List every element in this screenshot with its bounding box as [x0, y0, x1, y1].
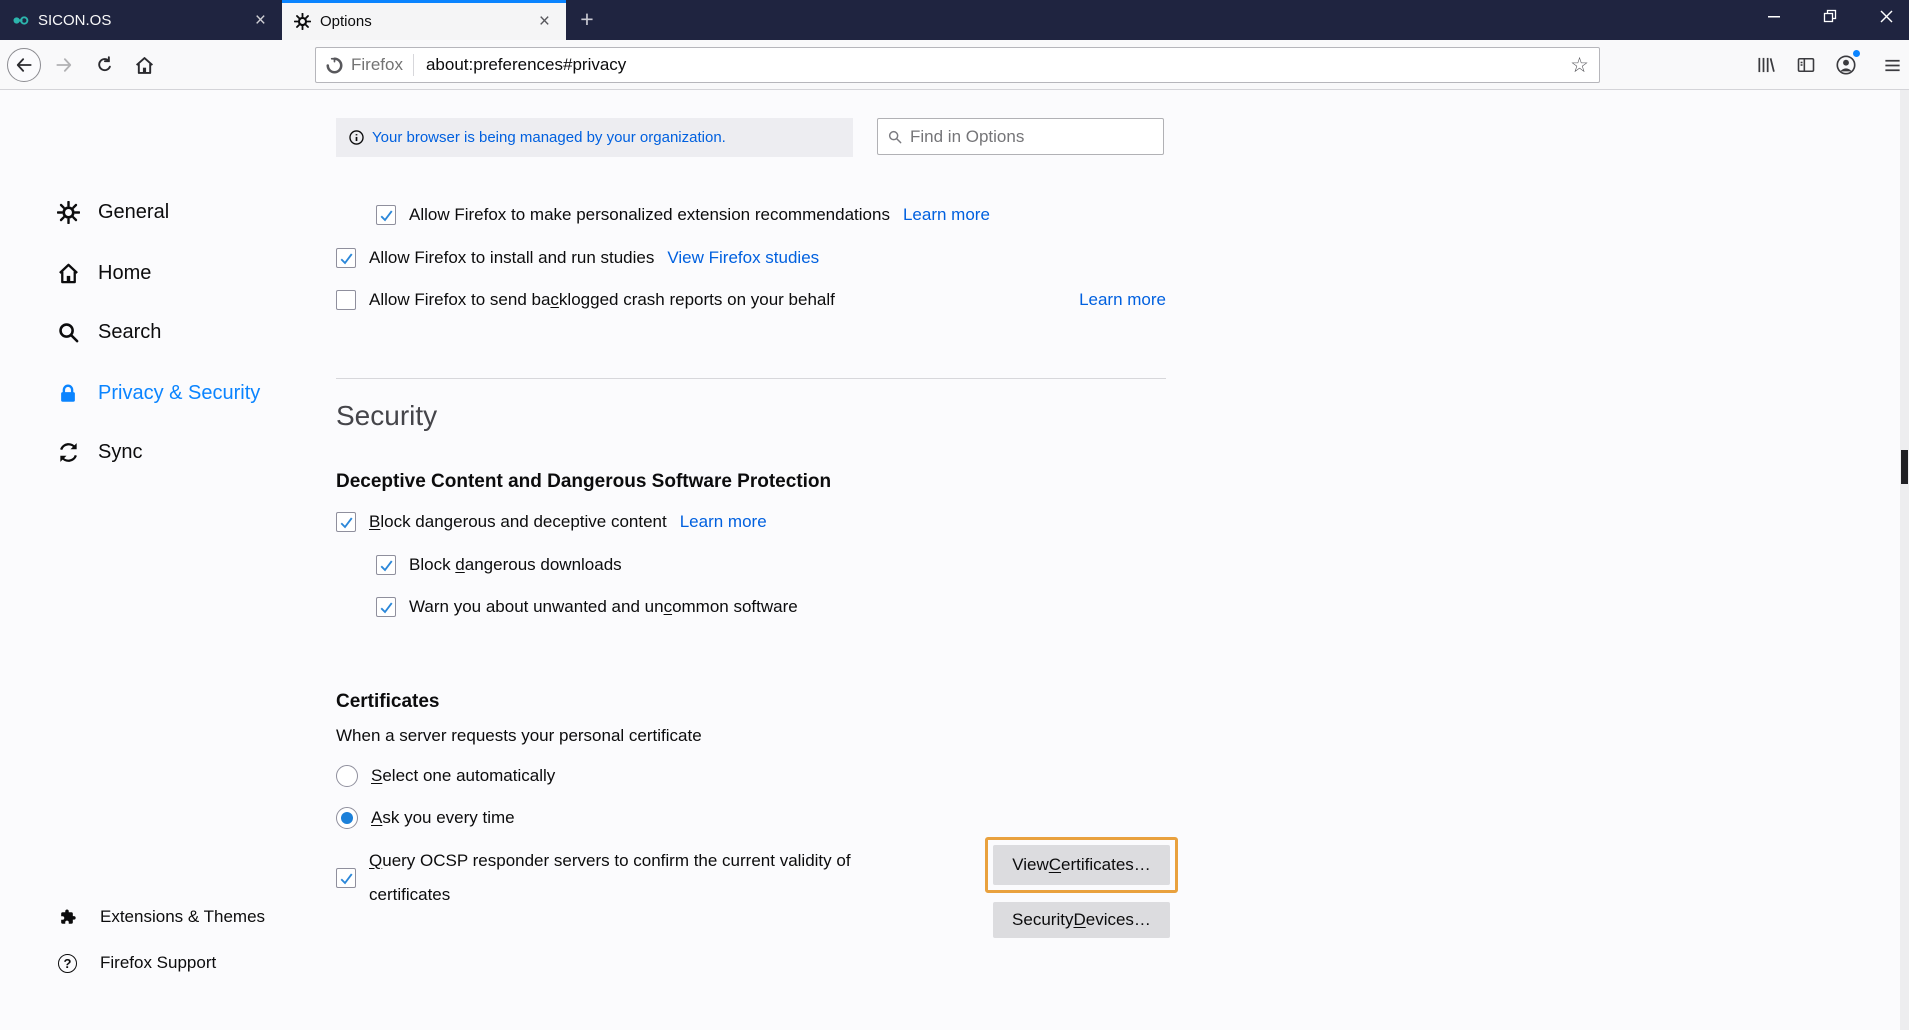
certificates-heading: Certificates [336, 691, 440, 712]
url-text[interactable]: about:preferences#privacy [425, 55, 627, 74]
forward-button[interactable] [47, 48, 81, 82]
view-certificates-button[interactable]: View C ertificates… [993, 845, 1170, 885]
sidebar-item-sync[interactable] [56, 438, 142, 466]
install-studies-checkbox[interactable] [336, 248, 356, 268]
sidebar-footer-label: Extensions & Themes [100, 907, 266, 926]
restore-button[interactable] [1807, 0, 1853, 32]
main-column [336, 90, 1196, 1030]
library-icon [1756, 55, 1776, 75]
sync-icon [56, 441, 80, 464]
search-icon [887, 129, 903, 145]
pref-label: Ask you every time [371, 808, 515, 827]
pref-row [376, 201, 990, 229]
pref-label: Query OCSP responder servers to confirm the current validity of certificates [369, 851, 851, 904]
pref-label: Block dangerous and deceptive content [369, 512, 667, 531]
titlebar [0, 0, 1909, 40]
link-icon [12, 14, 29, 27]
new-tab-button[interactable]: + [580, 6, 594, 32]
tab-options[interactable] [282, 0, 566, 40]
managed-notice-text[interactable]: Your browser is being managed by your organization. [372, 129, 726, 146]
scrollbar-thumb[interactable] [1901, 450, 1908, 484]
back-arrow-icon [14, 55, 34, 75]
block-dangerous-content-checkbox[interactable] [336, 512, 356, 532]
puzzle-icon [58, 907, 80, 927]
warn-uncommon-software-checkbox[interactable] [376, 597, 396, 617]
sidebar-footer-label: Firefox Support [100, 953, 217, 972]
pref-row [336, 844, 936, 912]
view-firefox-studies-link[interactable]: View Firefox studies [667, 248, 820, 267]
sidebar-item-firefox-support[interactable] [58, 949, 216, 977]
learn-more-link[interactable]: Learn more [1079, 290, 1166, 309]
deceptive-content-heading: Deceptive Content and Dangerous Software Protection [336, 471, 832, 492]
sidebar-item-label: General [98, 200, 170, 223]
search-icon [56, 321, 80, 344]
sidebar-item-home[interactable] [56, 259, 151, 287]
scrollbar[interactable] [1900, 90, 1909, 1030]
pref-label: Select one automatically [371, 766, 556, 785]
hamburger-menu-icon [1883, 56, 1902, 75]
pref-label: Allow Firefox to send backlogged crash reports on your behalf [369, 290, 835, 309]
forward-arrow-icon [54, 55, 74, 75]
sidebar-item-label: Home [98, 261, 152, 284]
sidebar-item-privacy-security[interactable] [56, 379, 260, 407]
url-bar[interactable] [315, 47, 1600, 83]
pref-row [376, 551, 622, 579]
back-button[interactable] [7, 48, 41, 82]
learn-more-link[interactable]: Learn more [679, 512, 767, 531]
menu-button[interactable] [1876, 49, 1908, 81]
lock-icon [56, 382, 80, 405]
navigation-toolbar [0, 40, 1909, 90]
ocsp-query-checkbox[interactable] [336, 868, 356, 888]
preferences-page [0, 90, 1909, 1030]
reload-icon [95, 56, 114, 75]
library-button[interactable] [1750, 49, 1782, 81]
account-button[interactable] [1830, 49, 1862, 81]
gear-icon [294, 13, 311, 30]
pref-row [376, 593, 798, 621]
pref-label: Allow Firefox to make personalized extension recommendations [409, 205, 890, 224]
minimize-button[interactable] [1751, 0, 1797, 32]
close-window-button[interactable] [1863, 0, 1909, 32]
pref-row [336, 244, 819, 272]
home-icon [134, 55, 155, 76]
help-icon: ? [58, 954, 80, 973]
firefox-logo-icon [326, 57, 343, 74]
sidebar-item-label: Sync [98, 440, 143, 463]
gear-icon [56, 201, 80, 224]
tab-title: Options [320, 13, 372, 30]
find-in-options-search[interactable] [877, 118, 1164, 155]
learn-more-link[interactable]: Learn more [902, 205, 990, 224]
view-certificates-highlight [985, 837, 1178, 893]
pref-label: Warn you about unwanted and uncommon software [409, 597, 798, 616]
account-notification-badge [1852, 49, 1861, 58]
crash-reports-checkbox[interactable] [336, 290, 356, 310]
sidebar-toggle-icon [1796, 55, 1816, 75]
ask-every-time-radio[interactable] [336, 807, 358, 829]
extension-recommendations-checkbox[interactable] [376, 205, 396, 225]
tab-close-icon[interactable]: × [254, 9, 266, 31]
pref-row [336, 762, 555, 790]
select-automatically-radio[interactable] [336, 765, 358, 787]
pref-label: Block dangerous downloads [409, 555, 622, 574]
urlbar-divider [413, 54, 414, 76]
home-icon [56, 262, 80, 285]
tab-title: SICON.OS [38, 11, 112, 29]
security-section-title: Security [336, 400, 438, 431]
security-devices-button[interactable]: Security D evices… [993, 902, 1170, 938]
pref-label: Allow Firefox to install and run studies [369, 248, 655, 267]
managed-by-organization-notice[interactable] [336, 118, 853, 157]
tab-sicon-os[interactable] [0, 0, 282, 40]
sidebar-item-label: Search [98, 320, 162, 343]
sidebar-item-search[interactable] [56, 318, 161, 346]
search-engine-label: Firefox [351, 55, 403, 74]
section-divider [336, 378, 1166, 379]
block-dangerous-downloads-checkbox[interactable] [376, 555, 396, 575]
sidebar-item-label: Privacy & Security [98, 381, 261, 404]
bookmark-star-icon[interactable]: ☆ [1570, 53, 1589, 77]
sidebar-toggle-button[interactable] [1790, 49, 1822, 81]
pref-row [336, 286, 1166, 314]
search-input[interactable] [910, 127, 1140, 147]
home-button[interactable] [127, 48, 161, 82]
pref-row [336, 508, 767, 536]
certificates-description: When a server requests your personal certificate [336, 726, 702, 745]
sidebar-item-extensions-themes[interactable] [58, 903, 265, 931]
info-icon [348, 129, 365, 146]
pref-row [336, 804, 515, 832]
sidebar-item-general[interactable] [56, 198, 169, 226]
tab-close-icon[interactable]: × [538, 11, 550, 32]
reload-button[interactable] [87, 48, 121, 82]
